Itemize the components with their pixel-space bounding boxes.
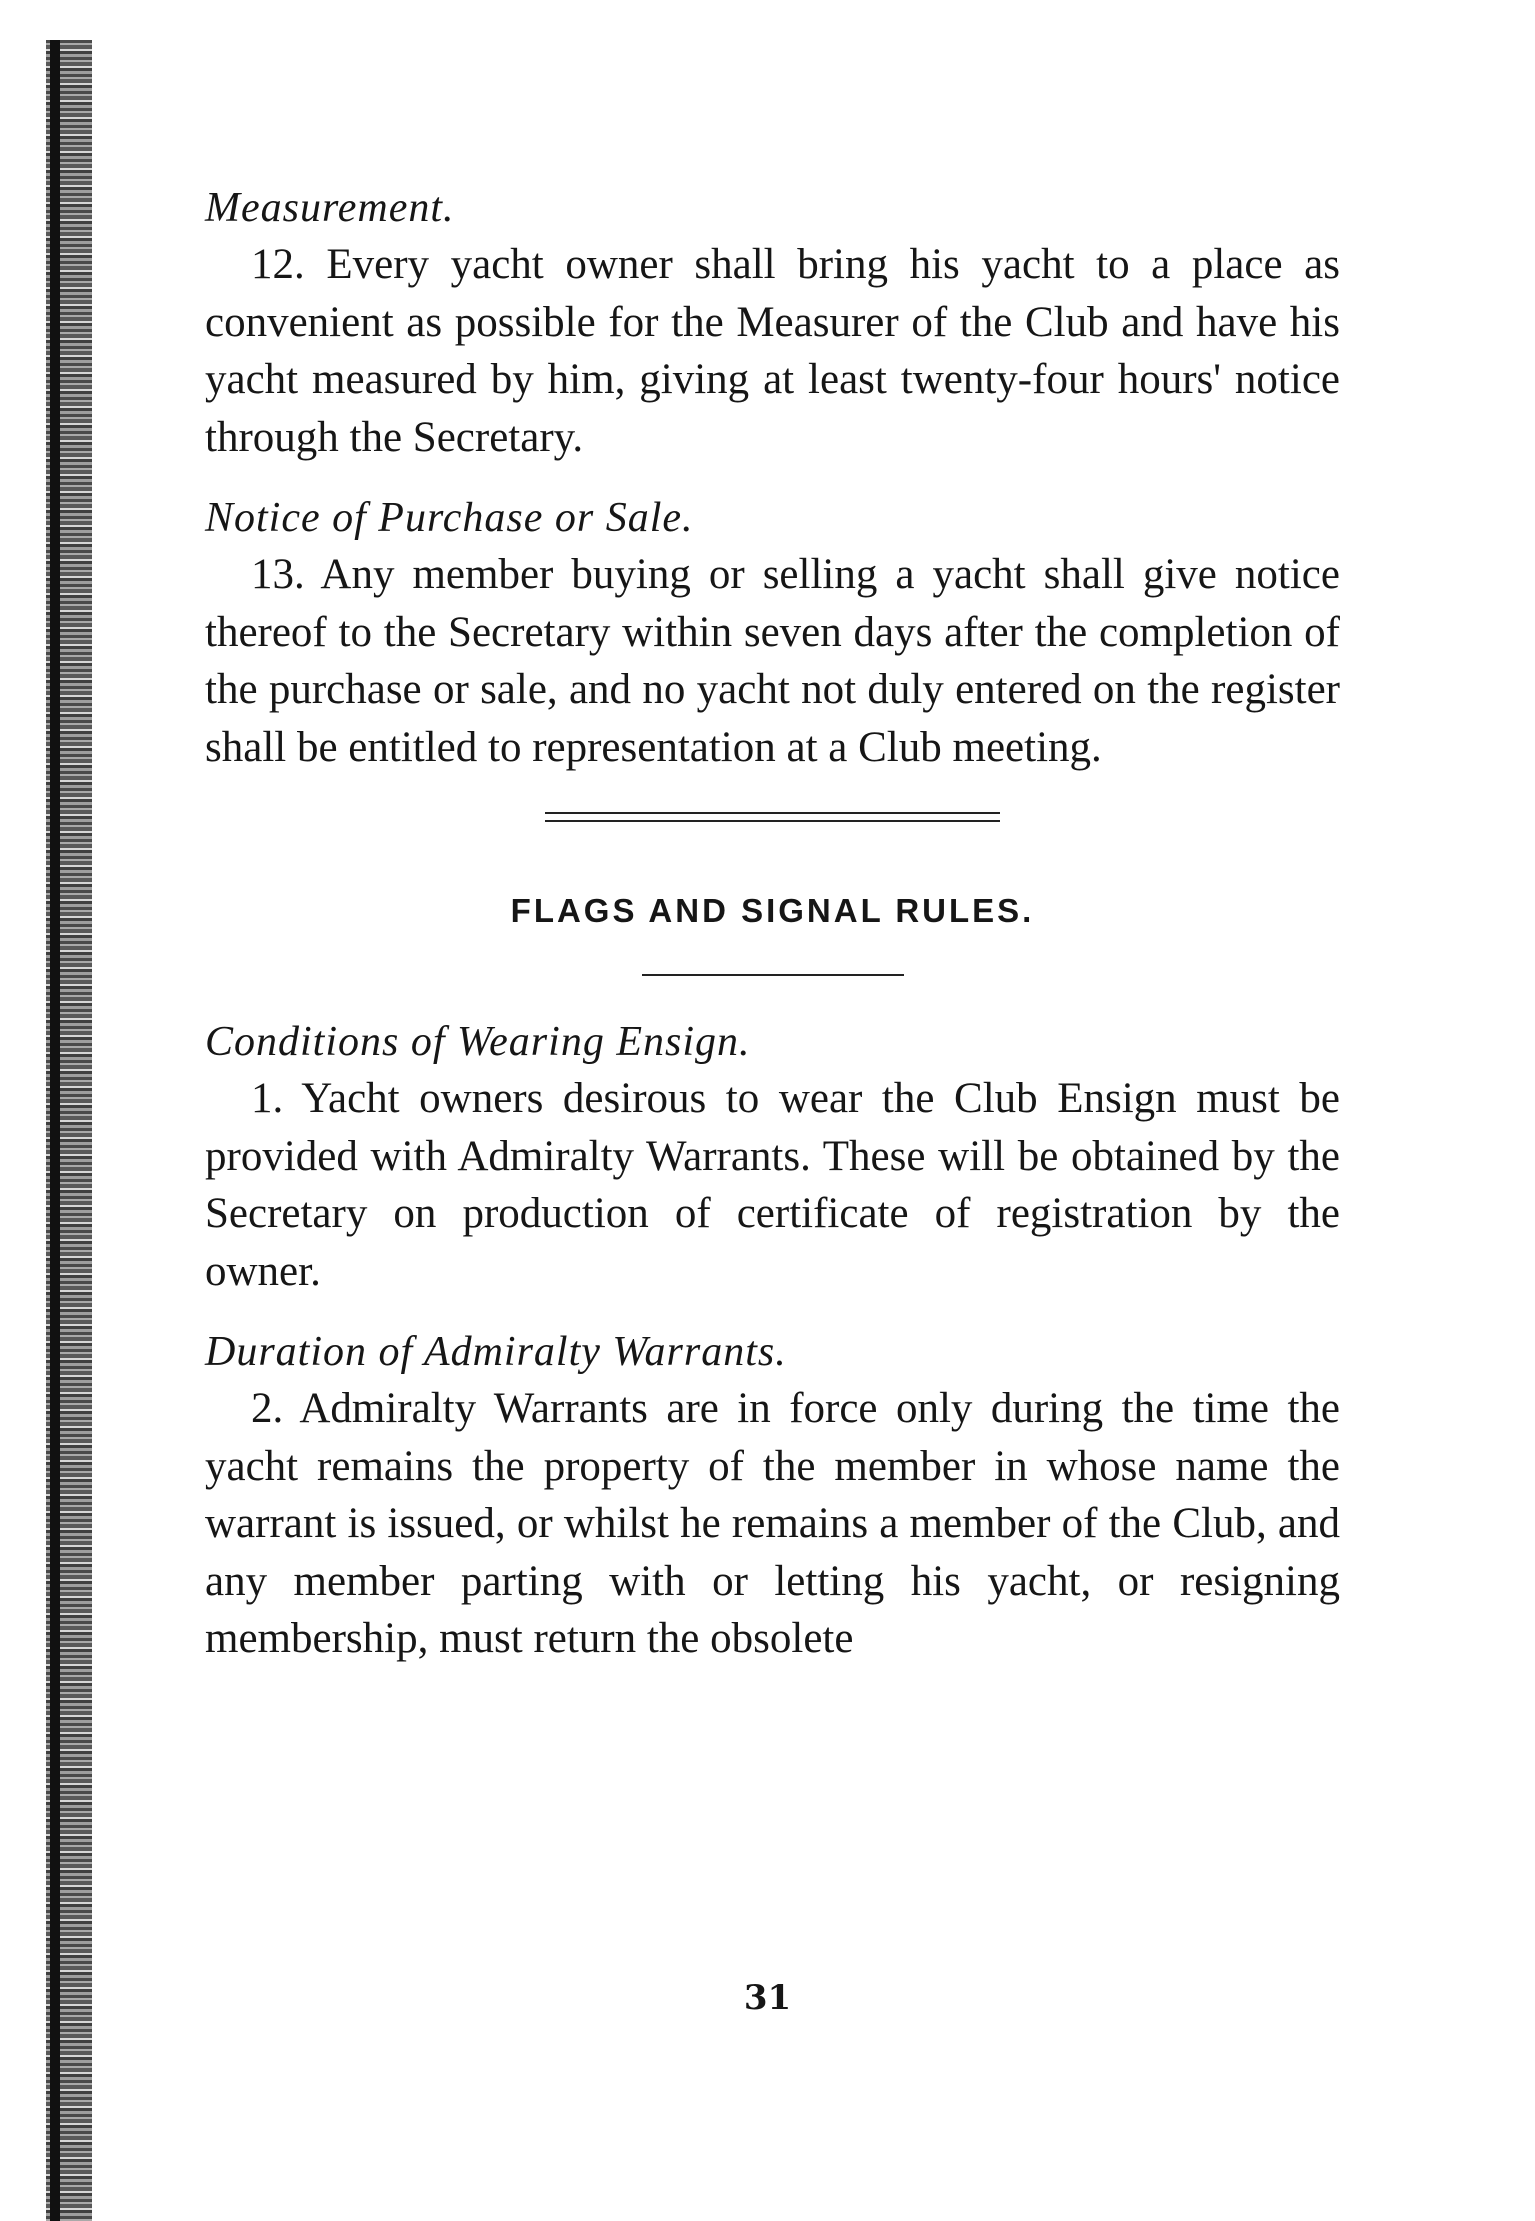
paragraph-number: 1. — [251, 1075, 284, 1122]
rule-paragraph-2 — [205, 1380, 1340, 1668]
rule-heading-ensign: Conditions of Wearing Ensign. — [205, 1019, 751, 1065]
paragraph-number: 12. — [251, 241, 305, 288]
rule-heading-warrants: Duration of Admiralty Warrants. — [205, 1329, 787, 1375]
paragraph-text: Yacht owners desirous to wear the Club Ensign must be provided with Admiralty Warrants. These will be obtained by the Secretary on production of certificate of registration by the owner. — [205, 1075, 1341, 1295]
paragraph-12 — [205, 236, 1340, 466]
page-number: 31 — [743, 1978, 792, 2018]
paragraph-number: 13. — [251, 551, 305, 598]
double-divider — [545, 812, 1000, 822]
section-heading-measurement: Measurement. — [205, 185, 455, 231]
paragraph-13 — [205, 546, 1340, 776]
section-heading-notice: Notice of Purchase or Sale. — [205, 495, 694, 541]
paragraph-text: Every yacht owner shall bring his yacht to a place as convenient as possible for the Measurer of the Club and have his yacht measured by him, giving at least twenty-four hours' notice through the Secretary. — [205, 241, 1340, 461]
binding-edge-line — [50, 40, 60, 2221]
paragraph-number: 2. — [251, 1385, 284, 1432]
rule-paragraph-1 — [205, 1070, 1340, 1300]
paragraph-text: Admiralty Warrants are in force only during the time the yacht remains the property of the member in whose name the warrant is issued, or whilst he remains a member of the Club, and any member parting with or letting his yacht, or resigning membership, must return the obsolete — [205, 1385, 1340, 1662]
single-divider — [642, 974, 904, 976]
section-title: FLAGS AND SIGNAL RULES. — [510, 892, 1035, 929]
paragraph-text: Any member buying or selling a yacht shall give notice thereof to the Secretary within seven days after the completion of the purchase or sale, and no yacht not duly entered on the register shall be entitled to representation at a Club meeting. — [205, 551, 1340, 771]
page-content — [205, 180, 1340, 1668]
